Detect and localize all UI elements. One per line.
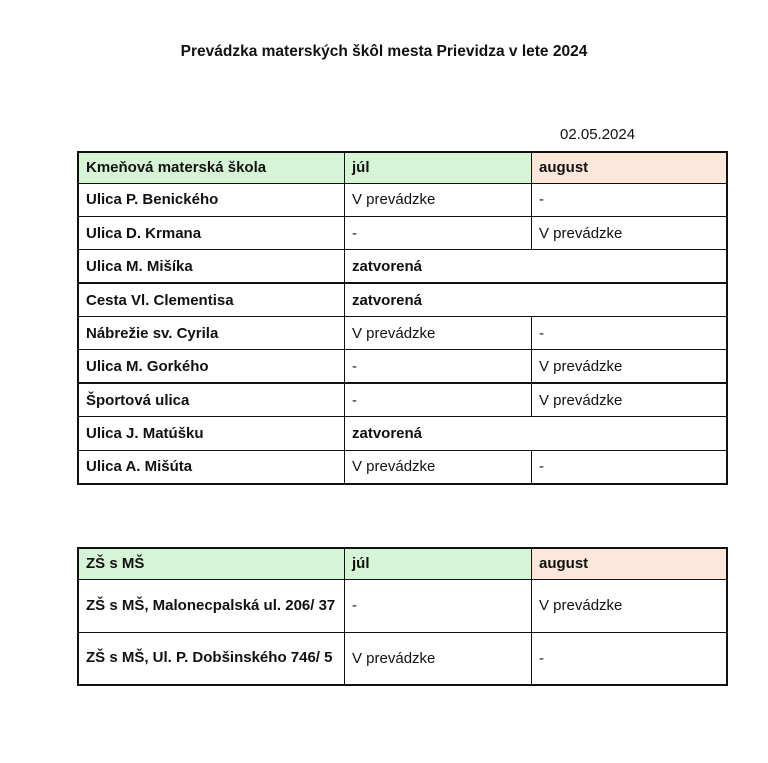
table-row (78, 450, 727, 483)
school-name: ZŠ s MŠ, Ul. P. Dobšinského 746/ 5 (78, 632, 345, 685)
header-july: júl (345, 152, 532, 183)
school-name: Ulica A. Mišúta (78, 450, 345, 483)
july-status: V prevádzke (345, 317, 532, 350)
closed-status: zatvorená (345, 250, 728, 283)
table-row (78, 350, 727, 383)
closed-status: zatvorená (345, 283, 728, 316)
july-status: V prevádzke (345, 183, 532, 216)
table-row (78, 417, 727, 450)
august-status: V prevádzke (532, 579, 728, 632)
school-name: Ulica P. Benického (78, 183, 345, 216)
header-july: júl (345, 548, 532, 579)
july-status: V prevádzke (345, 450, 532, 483)
table-row (78, 183, 727, 216)
table-row (78, 250, 727, 283)
table-header-row (78, 152, 727, 183)
document-date: 02.05.2024 (560, 126, 636, 143)
school-name: ZŠ s MŠ, Malonecpalská ul. 206/ 37 (78, 579, 345, 632)
august-status: - (532, 317, 728, 350)
school-name: Športová ulica (78, 383, 345, 416)
august-status: - (532, 183, 728, 216)
table-row (78, 632, 727, 685)
school-name: Ulica J. Matúšku (78, 417, 345, 450)
school-name: Nábrežie sv. Cyrila (78, 317, 345, 350)
august-status: - (532, 450, 728, 483)
july-status: V prevádzke (345, 632, 532, 685)
table-row (78, 383, 727, 416)
school-name: Cesta Vl. Clementisa (78, 283, 345, 316)
kindergarten-table (77, 151, 728, 485)
header-august: august (532, 152, 728, 183)
closed-status: zatvorená (345, 417, 728, 450)
table-row (78, 317, 727, 350)
august-status: V prevádzke (532, 350, 728, 383)
august-status: V prevádzke (532, 383, 728, 416)
table-row (78, 579, 727, 632)
header-school: ZŠ s MŠ (78, 548, 345, 579)
july-status: - (345, 216, 532, 249)
school-name: Ulica M. Gorkého (78, 350, 345, 383)
school-kindergarten-table (77, 547, 728, 686)
school-name: Ulica D. Krmana (78, 216, 345, 249)
july-status: - (345, 383, 532, 416)
table-row (78, 283, 727, 316)
table-row (78, 216, 727, 249)
july-status: - (345, 350, 532, 383)
table-header-row (78, 548, 727, 579)
header-august: august (532, 548, 728, 579)
august-status: V prevádzke (532, 216, 728, 249)
july-status: - (345, 579, 532, 632)
august-status: - (532, 632, 728, 685)
school-name: Ulica M. Mišíka (78, 250, 345, 283)
page-title: Prevádzka materských škôl mesta Prievidza v lete 2024 (180, 43, 588, 60)
header-school: Kmeňová materská škola (78, 152, 345, 183)
